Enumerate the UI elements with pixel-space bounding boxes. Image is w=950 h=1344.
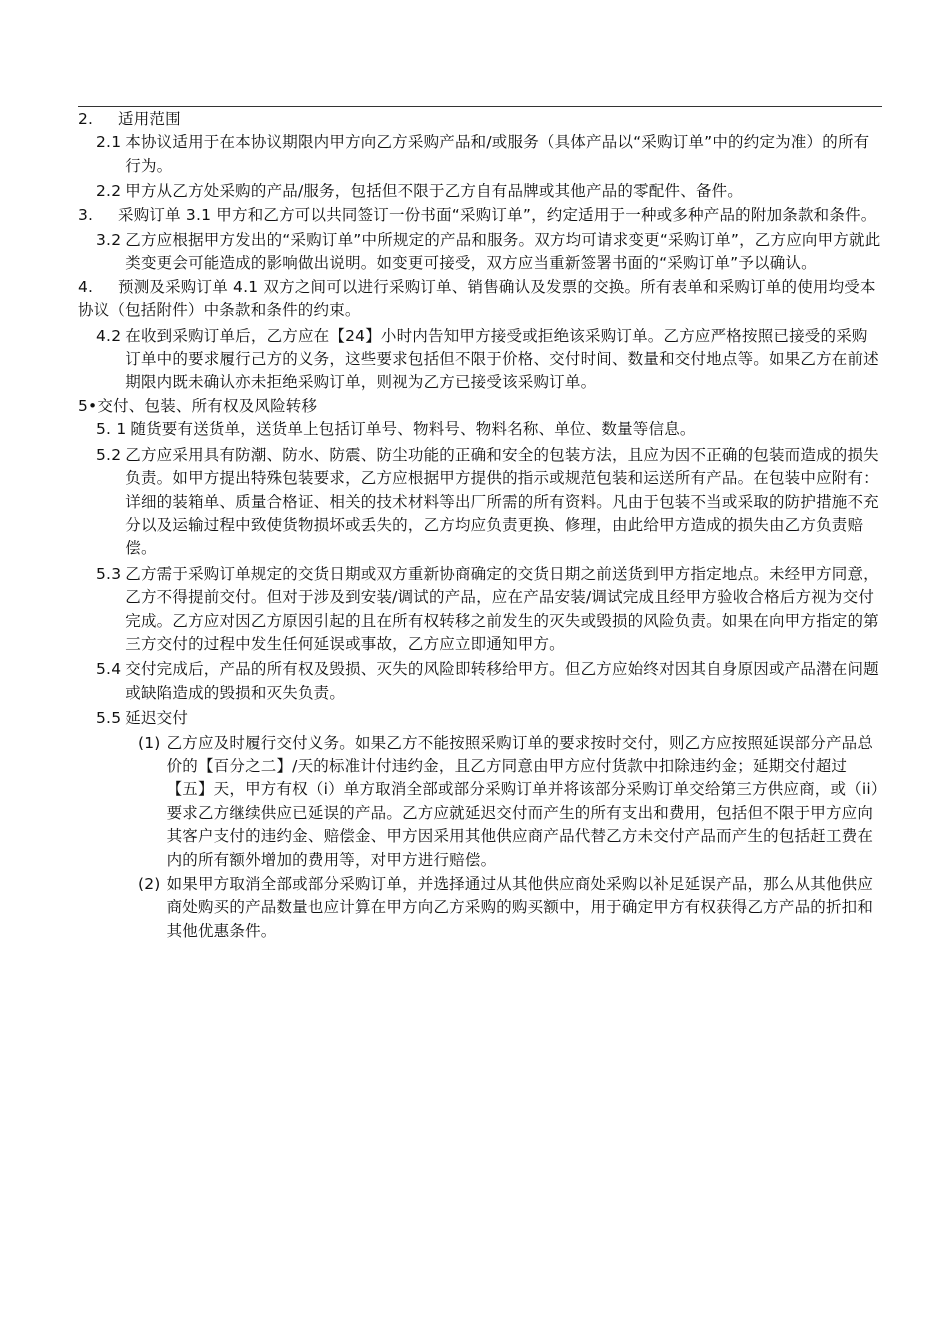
clause-number: 5.5 bbox=[96, 709, 122, 728]
clause-number: 3.2 bbox=[96, 231, 122, 250]
section-number: 4. bbox=[78, 277, 94, 296]
clause bbox=[96, 229, 882, 276]
clause-number: 5. 1 bbox=[96, 420, 127, 439]
list-item bbox=[138, 873, 882, 943]
clause bbox=[96, 444, 882, 561]
clause-text: 乙方需于采购订单规定的交货日期或双方重新协商确定的交货日期之前送货到甲方指定地点。未经甲方同意，乙方不得提前交付。但对于涉及到安装/调试的产品，应在产品安装/调试完成且经甲方验收合格后方视为交付完成。乙方应对因乙方原因引起的且在所有权转移之前发生的灭失或毁损的风险负责。如果在向甲方指定的第三方交付的过程中发生任何延误或事故，乙方应立即通知甲方。 bbox=[125, 564, 879, 653]
header-rule bbox=[78, 106, 882, 107]
clause-number: 5.2 bbox=[96, 445, 122, 464]
clause-text: 乙方应采用具有防潮、防水、防震、防尘功能的正确和安全的包装方法，且应为因不正确的包装而造成的损失负责。如甲方提出特殊包装要求，乙方应根据甲方提供的指示或规范包装和运送所有产品。在包装中应附有：详细的装箱单、质量合格证、相关的技术材料等出厂所需的所有资料。凡由于包装不当或采取的防护措施不充分以及运输过程中致使货物损坏或丢失的，乙方均应负责更换、修理，由此给甲方造成的损失由乙方负责赔偿。 bbox=[125, 445, 879, 558]
clause bbox=[96, 180, 882, 203]
clause bbox=[96, 563, 882, 657]
clause bbox=[96, 418, 882, 441]
section-number: 5• bbox=[78, 396, 98, 415]
item-number: (1) bbox=[138, 733, 161, 752]
section-title: 交付、包装、所有权及风险转移 bbox=[97, 396, 318, 415]
section-lead-text: 预测及采购订单 4.1 双方之间可以进行采购订单、销售确认及发票的交换。所有表单和采购订单的使用均受本协议（包括附件）中条款和条件的约束。 bbox=[78, 277, 876, 320]
clause-number: 5.3 bbox=[96, 564, 122, 583]
clause bbox=[96, 707, 882, 730]
clause-number: 2.1 bbox=[96, 133, 122, 152]
clause-text: 交付完成后，产品的所有权及毁损、灭失的风险即转移给甲方。但乙方应始终对因其自身原因或产品潜在问题或缺陷造成的毁损和灭失负责。 bbox=[125, 660, 879, 702]
clause-text: 甲方从乙方处采购的产品/服务，包括但不限于乙方自有品牌或其他产品的零配件、备件。 bbox=[125, 182, 743, 201]
section-title: 适用范围 bbox=[118, 110, 181, 128]
clause bbox=[96, 658, 882, 705]
clause-text: 随货要有送货单，送货单上包括订单号、物料号、物料名称、单位、数量等信息。 bbox=[130, 420, 696, 439]
clause bbox=[96, 131, 882, 178]
section-heading bbox=[78, 108, 882, 131]
clause-text: 乙方应根据甲方发出的“采购订单”中所规定的产品和服务。双方均可请求变更“采购订单”，乙方应向甲方就此类变更会可能造成的影响做出说明。如变更可接受，双方应当重新签署书面的“采购订单”予以确认。 bbox=[125, 231, 881, 273]
section-lead-text: 采购订单 3.1 甲方和乙方可以共同签订一份书面“采购订单”，约定适用于一种或多种产品的附加条款和条件。 bbox=[118, 205, 877, 224]
section-number: 2. bbox=[78, 110, 94, 128]
section-lead bbox=[78, 204, 882, 227]
clause bbox=[96, 325, 882, 395]
list-item bbox=[138, 732, 882, 872]
section-lead bbox=[78, 276, 882, 323]
section-number: 3. bbox=[78, 205, 94, 224]
document-body bbox=[78, 108, 882, 943]
clause-number: 4.2 bbox=[96, 326, 122, 345]
item-text: 如果甲方取消全部或部分采购订单，并选择通过从其他供应商处采购以补足延误产品，那么从其他供应商处购买的产品数量也应计算在甲方向乙方采购的购买额中，用于确定甲方有权获得乙方产品的折扣和其他优惠条件。 bbox=[166, 875, 874, 940]
item-number: (2) bbox=[138, 875, 161, 893]
clause-text: 延迟交付 bbox=[125, 709, 189, 728]
clause-text: 在收到采购订单后，乙方应在【24】小时内告知甲方接受或拒绝该采购订单。乙方应严格按照已接受的采购订单中的要求履行己方的义务，这些要求包括但不限于价格、交付时间、数量和交付地点等。如果乙方在前述期限内既未确认亦未拒绝采购订单，则视为乙方已接受该采购订单。 bbox=[125, 326, 879, 392]
clause-number: 5.4 bbox=[96, 660, 122, 679]
clause-text: 本协议适用于在本协议期限内甲方向乙方采购产品和/或服务（具体产品以“采购订单”中的约定为准）的所有行为。 bbox=[125, 133, 870, 175]
clause-number: 2.2 bbox=[96, 182, 122, 201]
item-text: 乙方应及时履行交付义务。如果乙方不能按照采购订单的要求按时交付，则乙方应按照延误部分产品总价的【百分之二】/天的标准计付违约金，且乙方同意由甲方应付货款中扣除违约金；延期交付超过【五】天，甲方有权（i）单方取消全部或部分采购订单并将该部分采购订单交给第三方供应商，或（ii）要求乙方继续供应已延误的产品。乙方应就延迟交付而产生的所有支出和费用，包括但不限于甲方应向其客户支付的违约金、赔偿金、甲方因采用其他供应商产品代替乙方未交付产品而产生的包括赶工费在内的所有额外增加的费用等，对甲方进行赔偿。 bbox=[166, 733, 879, 869]
section-heading bbox=[78, 395, 882, 418]
